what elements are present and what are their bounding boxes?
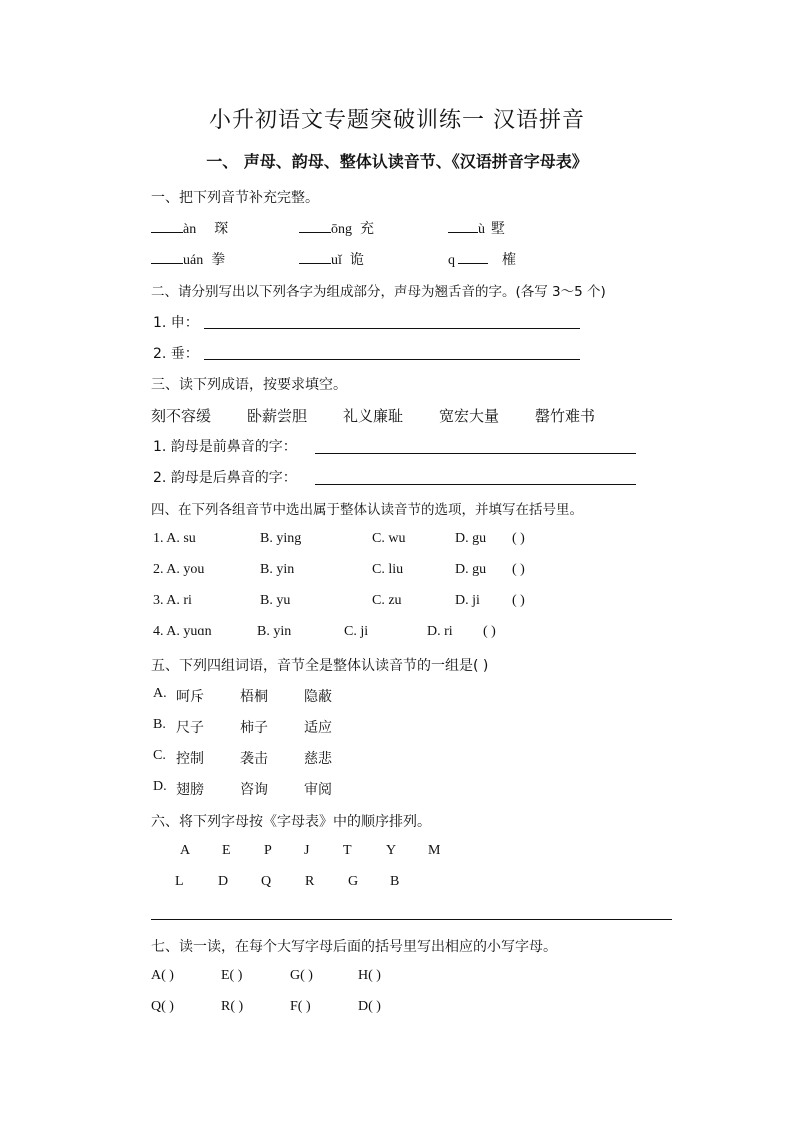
q5-option-c-label: C. [153, 748, 166, 763]
q1-blank-2[interactable] [299, 218, 331, 233]
q5-option-d-word1: 翅膀 [176, 782, 204, 798]
q5-option-a-word2: 梧桐 [240, 689, 268, 705]
q6-letter-T: T [343, 843, 352, 858]
q1-char-4: 拳 [211, 252, 226, 268]
q1-item-2 [299, 218, 374, 238]
q1-pinyin-5: uǐ [331, 253, 342, 268]
q5-option-d-word2: 咨询 [240, 782, 268, 798]
q4-row2-answer[interactable]: ( ) [512, 562, 525, 577]
q7-box-G[interactable]: G( ) [290, 968, 313, 983]
q5-option-d-label: D. [153, 779, 167, 794]
q1-item-5 [299, 249, 364, 269]
q5-option-b-label: B. [153, 717, 166, 732]
q1-blank-1[interactable] [151, 218, 183, 233]
q6-letter-L: L [175, 874, 184, 889]
q4-row1-a: 1. A. su [153, 531, 196, 546]
q4-row4-b: B. yin [257, 624, 292, 639]
q1-item-4 [151, 249, 225, 269]
q1-char-2: 充 [360, 221, 374, 237]
q5-option-a-word1: 呵斥 [176, 689, 204, 705]
q1-char-5: 诡 [349, 252, 364, 268]
q4-row2-a: 2. A. you [153, 562, 205, 577]
q2-label-2: 2. 垂： [153, 346, 199, 362]
q1-char-1: 琛 [214, 221, 229, 237]
q2-answer-line-1[interactable] [204, 327, 580, 329]
q2-label-1: 1. 申： [153, 315, 199, 331]
q3-heading: 三、读下列成语，按要求填空。 [151, 377, 347, 393]
q5-option-c-word1: 控制 [176, 751, 204, 767]
q7-box-D[interactable]: D( ) [358, 999, 381, 1014]
q4-heading: 四、在下列各组音节中选出属于整体认读音节的选项，并填写在括号里。 [151, 502, 583, 518]
q3-idiom-5: 罄竹难书 [535, 407, 596, 425]
q4-row3-a: 3. A. ri [153, 593, 192, 608]
q1-char-6: 榷 [502, 252, 516, 268]
q2-heading: 二、请分别写出以下列各字为组成部分，声母为翘舌音的字。(各写 3～5 个) [151, 284, 606, 300]
q3-idiom-4: 宽宏大量 [439, 407, 500, 425]
q1-blank-3[interactable] [448, 218, 478, 233]
q6-letter-D: D [218, 874, 229, 889]
q7-box-H[interactable]: H( ) [358, 968, 381, 983]
q4-row3-d: D. ji [455, 593, 480, 608]
q5-option-b-word1: 尺子 [176, 720, 204, 736]
q1-blank-5[interactable] [299, 249, 331, 264]
q6-letter-R: R [305, 874, 315, 889]
q3-idiom-1: 刻不容缓 [151, 407, 212, 425]
page-title: 小升初语文专题突破训练一 汉语拼音 [209, 108, 585, 133]
q6-letter-J: J [304, 843, 310, 858]
q4-row2-c: C. liu [372, 562, 404, 577]
q1-item-3 [448, 218, 505, 238]
q5-option-a-label: A. [153, 686, 167, 701]
q5-option-c-word3: 慈悲 [304, 751, 332, 767]
q1-pinyin-2: ōng [331, 222, 352, 237]
q4-row4-answer[interactable]: ( ) [483, 624, 496, 639]
q6-letter-Y: Y [386, 843, 397, 858]
q4-row1-answer[interactable]: ( ) [512, 531, 525, 546]
q4-row4-c: C. ji [344, 624, 369, 639]
q4-row2-d: D. gu [455, 562, 487, 577]
q3-answer-line-2[interactable] [315, 483, 636, 485]
q5-option-b-word3: 适应 [304, 720, 332, 736]
q1-pinyin-6: q [448, 253, 455, 268]
q3-label-1: 1. 韵母是前鼻音的字： [153, 439, 297, 455]
q4-row2-b: B. yin [260, 562, 295, 577]
q6-answer-line[interactable] [151, 919, 672, 920]
q1-pinyin-3: ù [478, 222, 485, 237]
q6-letter-B: B [390, 874, 400, 889]
q5-option-d-word3: 审阅 [304, 782, 332, 798]
q6-letter-A: A [180, 843, 191, 858]
q4-row3-answer[interactable]: ( ) [512, 593, 525, 608]
q5-option-a-word3: 隐蔽 [304, 689, 332, 705]
q5-heading: 五、下列四组词语，音节全是整体认读音节的一组是( ) [151, 658, 489, 674]
q7-heading: 七、读一读，在每个大写字母后面的括号里写出相应的小写字母。 [151, 939, 557, 955]
q6-letter-P: P [264, 843, 272, 858]
q7-box-R[interactable]: R( ) [221, 999, 244, 1014]
q5-option-c-word2: 袭击 [240, 751, 268, 767]
q3-idiom-3: 礼义廉耻 [343, 407, 404, 425]
section-subtitle: 一、 声母、韵母、整体认读音节、《汉语拼音字母表》 [206, 152, 588, 171]
q6-heading: 六、将下列字母按《字母表》中的顺序排列。 [151, 814, 431, 830]
q6-letter-Q: Q [261, 874, 272, 889]
q1-heading: 一、把下列音节补充完整。 [151, 190, 319, 206]
q3-answer-line-1[interactable] [315, 452, 636, 454]
q4-row1-c: C. wu [372, 531, 406, 546]
q2-answer-line-2[interactable] [204, 358, 580, 360]
q1-blank-4[interactable] [151, 249, 183, 264]
q1-pinyin-4: uán [183, 253, 204, 268]
q3-label-2: 2. 韵母是后鼻音的字： [153, 470, 297, 486]
q6-letter-G: G [348, 874, 359, 889]
q1-pinyin-1: àn [183, 222, 197, 237]
q7-box-Q[interactable]: Q( ) [151, 999, 174, 1014]
q4-row4-d: D. ri [427, 624, 453, 639]
q4-row1-b: B. ying [260, 531, 302, 546]
q4-row1-d: D. gu [455, 531, 487, 546]
q1-item-6 [448, 249, 516, 269]
q4-row4-a: 4. A. yuɑn [153, 624, 212, 639]
q1-blank-6[interactable] [458, 249, 488, 264]
q1-item-1 [151, 218, 228, 238]
q4-row3-b: B. yu [260, 593, 291, 608]
q4-row3-c: C. zu [372, 593, 402, 608]
q5-option-b-word2: 柿子 [240, 720, 268, 736]
q6-letter-M: M [428, 843, 441, 858]
q7-box-E[interactable]: E( ) [221, 968, 243, 983]
q7-box-F[interactable]: F( ) [290, 999, 311, 1014]
q6-letter-E: E [222, 843, 231, 858]
q3-idiom-2: 卧薪尝胆 [247, 407, 308, 425]
q1-char-3: 墅 [491, 221, 505, 237]
q7-box-A[interactable]: A( ) [151, 968, 174, 983]
